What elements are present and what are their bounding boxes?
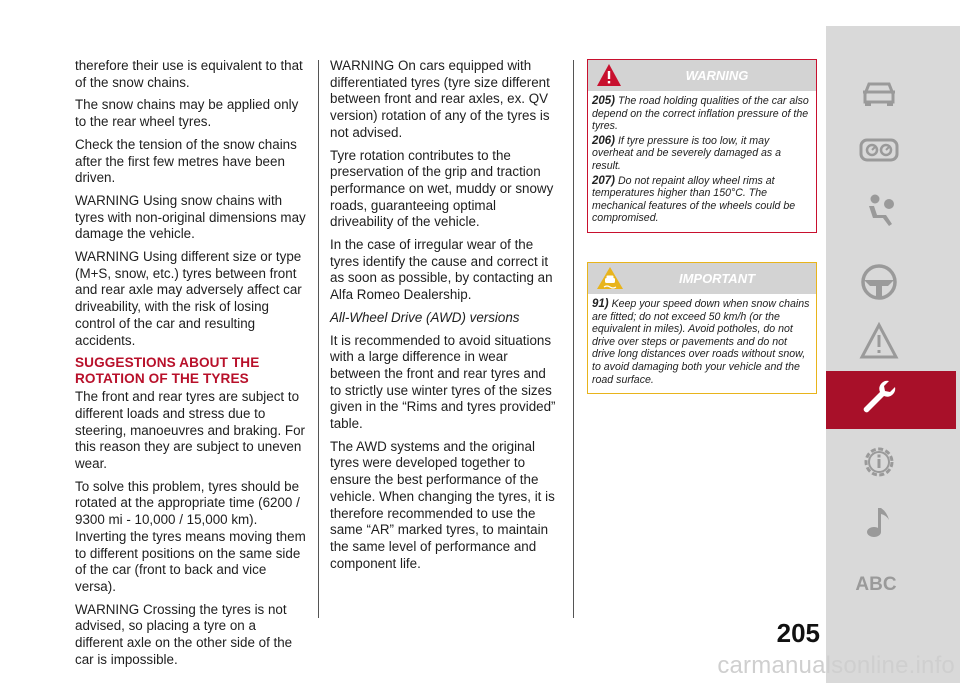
- nav-car[interactable]: [826, 66, 956, 124]
- paragraph: In the case of irregular wear of the tyres identify the cause and correct it as soon as possible, by contacting an Alfa Romeo Dealership.: [330, 237, 553, 303]
- important-body: [587, 294, 817, 394]
- warning-item: 205) The road holding qualities of the car also depend on the correct inflation pressure of the tyres.: [592, 95, 809, 133]
- paragraph: WARNING Using different size or type (M+S, snow, etc.) tyres between front and rear axle may adversely affect car driveability, with the risk of losing control of the car and resulting accidents.: [75, 249, 302, 348]
- dashboard-gauges-icon: [859, 130, 899, 170]
- music-note-icon: [859, 502, 899, 542]
- wrench-icon: [859, 377, 899, 417]
- paragraph: The AWD systems and the original tyres were developed together to ensure the best performance of the vehicle. When changing the tyres, it is therefore recommended to use the same “AR” marked tyres, to maintain the same level of performance and component life.: [330, 438, 555, 571]
- seat-airbag-icon: [859, 190, 899, 230]
- paragraph: WARNING Using snow chains with tyres with non-original dimensions may damage the vehicle.: [75, 192, 306, 242]
- car-icon: [859, 72, 899, 112]
- nav-dashboard[interactable]: [826, 124, 956, 182]
- important-box: [587, 262, 817, 394]
- nav-technical-data[interactable]: [826, 436, 956, 494]
- warning-triangle-icon: [859, 322, 899, 362]
- section-heading: SUGGESTIONS ABOUT THE ROTATION OF THE TYRES: [75, 355, 260, 387]
- paragraph: The snow chains may be applied only to the rear wheel tyres.: [75, 97, 299, 130]
- nav-maintenance-active[interactable]: [826, 371, 956, 429]
- chapter-sidebar: [826, 26, 960, 683]
- left-text-column: [75, 58, 307, 675]
- nav-emergency[interactable]: [826, 316, 956, 374]
- nav-safety[interactable]: [826, 184, 956, 242]
- nav-multimedia[interactable]: [826, 496, 956, 554]
- paragraph: therefore their use is equivalent to that of the snow chains.: [75, 58, 303, 90]
- important-header: [587, 262, 817, 294]
- subheading: All-Wheel Drive (AWD) versions: [330, 309, 520, 325]
- paragraph: Check the tension of the snow chains after the first few metres have been driven.: [75, 136, 297, 186]
- column-divider: [573, 60, 574, 618]
- paragraph: It is recommended to avoid situations with a large difference in wear between the front and rear tyres and to strictly use winter tyres of the sizes given in the “Rims and tyres provided” table.: [330, 332, 556, 432]
- column-divider: [318, 60, 319, 618]
- important-item: 91) Keep your speed down when snow chains are fitted; do not exceed 50 km/h (or the equivalent in miles). Avoid potholes, do not drive over steps or pavements and do not drive long distances over roads without snow, to avoid damaging both your vehicle and the road surface.: [592, 298, 810, 386]
- nav-driving[interactable]: [826, 256, 956, 314]
- nav-index[interactable]: [826, 566, 956, 624]
- middle-text-column: [330, 58, 558, 578]
- paragraph: WARNING On cars equipped with differentiated tyres (tyre size different between front and rear axles, ex. QV version) rotation of any of the tyres is not advised.: [330, 58, 550, 140]
- watermark: carmanualsonline.info: [717, 652, 955, 679]
- warning-title: WARNING: [685, 68, 749, 83]
- warning-body: [587, 91, 817, 233]
- paragraph: Tyre rotation contributes to the preservation of the grip and traction performance on wet, muddy or snowy roads, guaranteeing optimal driveability of the vehicle.: [330, 147, 554, 230]
- warning-item: 207) Do not repaint alloy wheel rims at temperatures higher than 150°C. The mechanical features of the wheels could be compromised.: [592, 174, 796, 225]
- abc-index-icon: ABC: [855, 574, 897, 595]
- paragraph: WARNING Crossing the tyres is not advised, so placing a tyre on a different axle on the other side of the car is impossible.: [75, 601, 293, 667]
- info-gear-icon: [859, 442, 899, 482]
- warning-item: 206) If tyre pressure is too low, it may overheat and be severely damaged as a result.: [592, 134, 782, 172]
- paragraph: The front and rear tyres are subject to different loads and stress due to steering, manoeuvres and braking. For this reason they are subject to uneven wear.: [75, 389, 305, 472]
- warning-header: [587, 59, 817, 91]
- page-number: 205: [776, 618, 820, 648]
- paragraph: To solve this problem, tyres should be rotated at the appropriate time (6200 / 9300 mi - 10,000 / 15,000 km). Inverting the tyres means moving them to different positions on the same side of the car (front to back and vice versa).: [75, 478, 306, 594]
- steering-wheel-icon: [859, 262, 899, 302]
- warning-box: [587, 59, 817, 233]
- important-title: IMPORTANT: [678, 271, 756, 286]
